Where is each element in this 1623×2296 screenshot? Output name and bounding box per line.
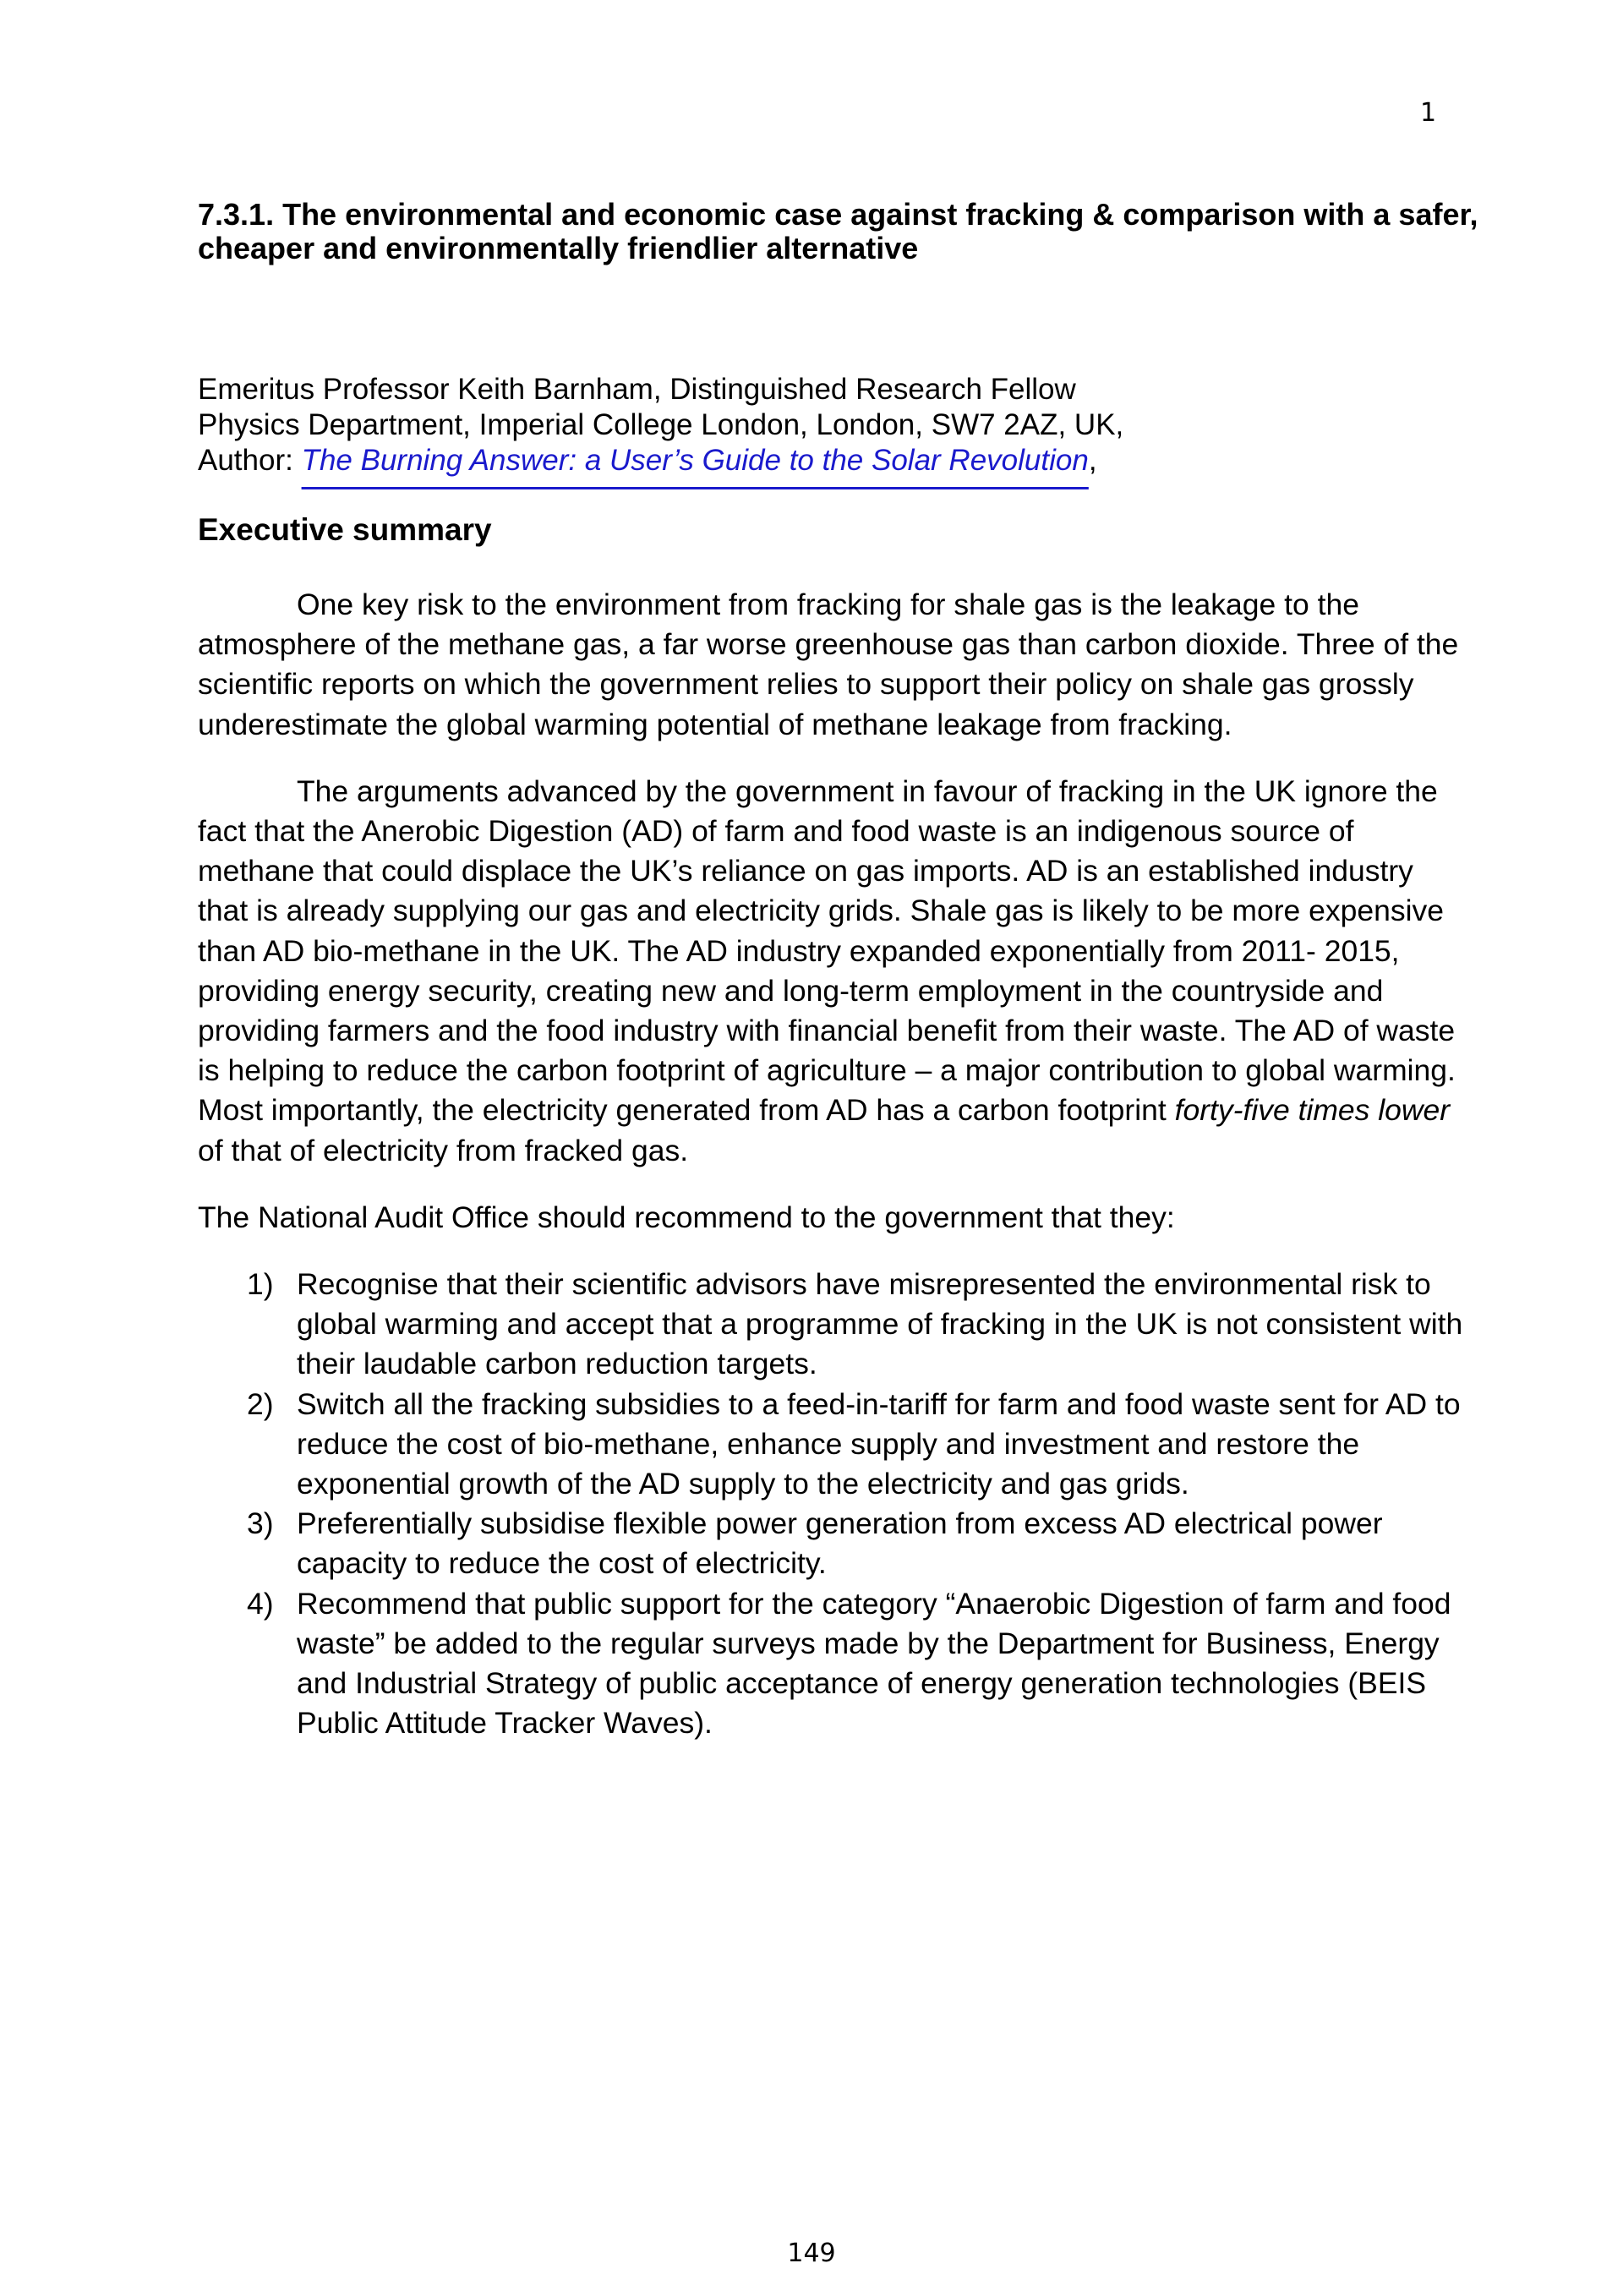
author-affiliation: Physics Department, Imperial College London, London, SW7 2AZ, UK, bbox=[198, 408, 1124, 441]
author-label: Author: bbox=[198, 444, 302, 477]
list-text: Recommend that public support for the category “Anaerobic Digestion of farm and food waste” be added to the regular surveys made by the Department for Business, Energy and Industrial Strategy of public acceptance of energy generation technologies (BEIS Public Attitude Tracker Waves). bbox=[297, 1586, 1451, 1741]
list-text: Recognise that their scientific advisors have misrepresented the environmental risk to global warming and accept that a programme of fracking in the UK is not consistent with their laudable carbon reduction targets. bbox=[297, 1267, 1463, 1381]
paragraph-2-end: of that of electricity from fracked gas. bbox=[198, 1133, 689, 1167]
list-number: 2) bbox=[247, 1386, 274, 1421]
paragraph-2 bbox=[198, 772, 1466, 1171]
paragraph-2-text: The arguments advanced by the government in favour of fracking in the UK ignore the fact that the Anerobic Digestion (AD) of farm and food waste is an indigenous source of methane that could displace the UK’s reliance on gas imports. AD is an established industry that is already supplying our gas and electricity grids. Shale gas is likely to be more expensive than AD bio-methane in the UK. The AD industry expanded exponentially from 2011- 2015, providing energy security, creating new and long-term employment in the countryside and providing farmers and the food industry with financial benefit from their waste. The AD of waste is helping to reduce the carbon footprint of agriculture – a major contribution to global warming. Most importantly, the electricity generated from AD has a carbon footprint bbox=[198, 774, 1456, 1128]
list-item bbox=[198, 1584, 1472, 1744]
author-name: Emeritus Professor Keith Barnham, Distinguished Research Fellow bbox=[198, 373, 1076, 406]
page-number-bottom: 149 bbox=[787, 2239, 836, 2268]
author-book-line bbox=[198, 443, 1123, 478]
list-text: Switch all the fracking subsidies to a feed-in-tariff for farm and food waste sent for AD to reduce the cost of bio-methane, enhance supply and investment and restore the exponential growth of the AD supply to the electricity and gas grids. bbox=[297, 1386, 1461, 1501]
document-title: 7.3.1. The environmental and economic case against fracking & comparison with a safer, cheaper and environmentally friendlier alternative bbox=[198, 197, 1478, 265]
book-link[interactable]: The Burning Answer: a User’s Guide to the Solar Revolution bbox=[301, 444, 1089, 477]
list-item bbox=[198, 1265, 1472, 1385]
paragraph-2-emphasis: forty-five times lower bbox=[1174, 1093, 1451, 1128]
list-number: 4) bbox=[247, 1586, 274, 1621]
list-item bbox=[198, 1385, 1472, 1505]
document-body bbox=[198, 585, 1466, 1743]
recommendations-list bbox=[198, 1265, 1466, 1743]
trailing-comma: , bbox=[1088, 444, 1097, 477]
list-number: 1) bbox=[247, 1267, 274, 1302]
paragraph-3: The National Audit Office should recommend to the government that they: bbox=[198, 1200, 1175, 1234]
list-text: Preferentially subsidise flexible power generation from excess AD electrical power capacity to reduce the cost of electricity. bbox=[297, 1506, 1383, 1581]
page-number-top: 1 bbox=[1420, 98, 1437, 128]
list-number: 3) bbox=[247, 1506, 274, 1541]
section-heading: Executive summary bbox=[198, 512, 492, 547]
paragraph-1: One key risk to the environment from fracking for shale gas is the leakage to the atmosphere of the methane gas, a far worse greenhouse gas than carbon dioxide. Three of the scientific reports on which the government relies to support their policy on shale gas grossly underestimate the global warming potential of methane leakage from fracking. bbox=[198, 588, 1459, 741]
list-item bbox=[198, 1504, 1472, 1583]
author-block bbox=[198, 372, 1123, 478]
